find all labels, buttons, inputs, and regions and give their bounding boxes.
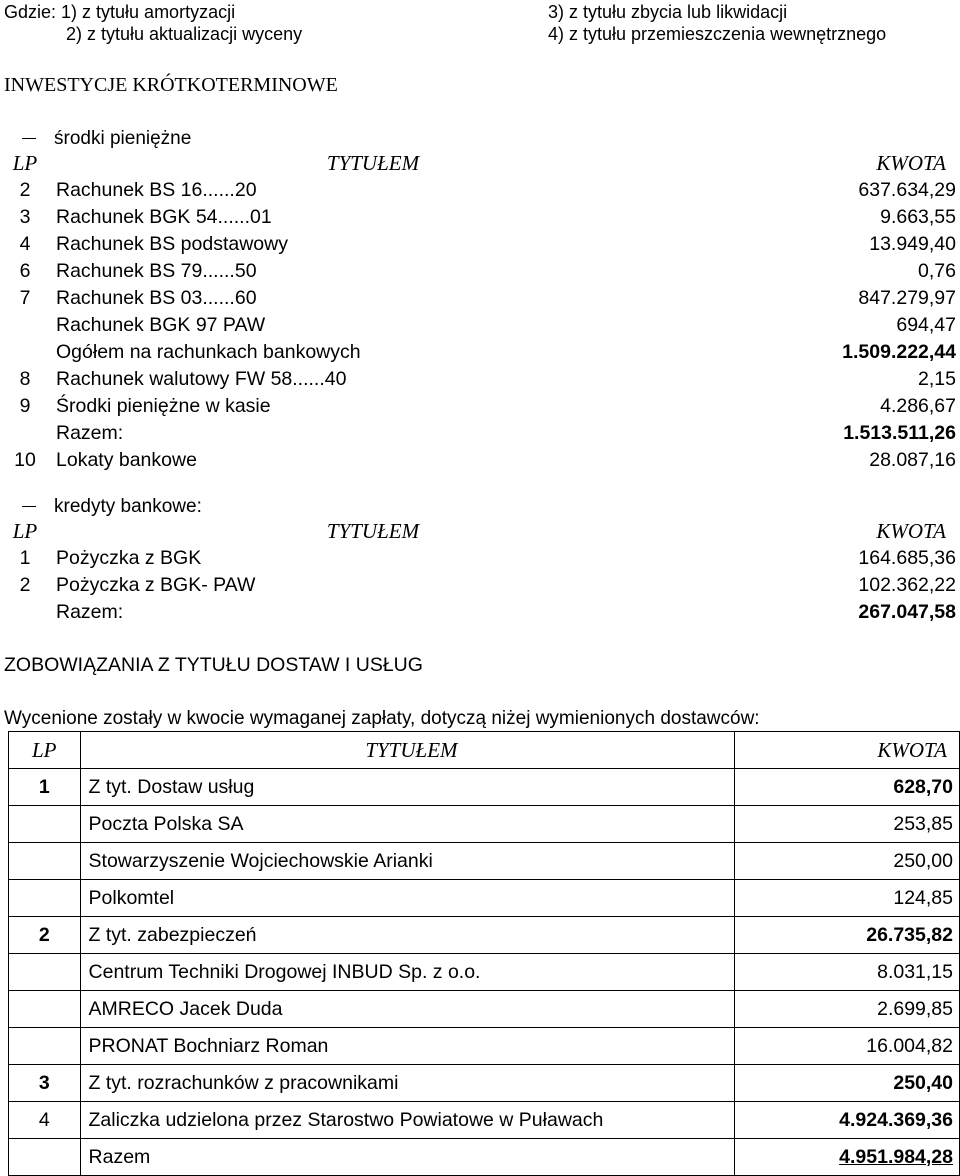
row-title: Razem:: [56, 601, 124, 623]
cash-table: [0, 150, 958, 474]
table-row: [9, 769, 960, 806]
table-row: [0, 599, 958, 626]
row-title: Rachunek BS 79......50: [56, 260, 257, 282]
row-lp: 6: [19, 260, 31, 282]
row-lp: 2: [19, 574, 31, 596]
row-amount: 9.663,55: [880, 206, 956, 228]
table-row: [0, 572, 958, 599]
row-amount-total: 1.513.511,26: [843, 422, 956, 444]
row-amount-subtotal: 628,70: [735, 769, 960, 806]
header-title: TYTUŁEM: [80, 732, 735, 769]
section-heading-liabilities: ZOBOWIĄZANIA Z TYTUŁU DOSTAW I USŁUG: [4, 654, 423, 676]
section-heading-investments: INWESTYCJE KRÓTKOTERMINOWE: [4, 74, 338, 96]
row-lp: [9, 880, 81, 917]
row-title: Pożyczka z BGK: [56, 547, 202, 569]
row-title: Zaliczka udzielona przez Starostwo Powiatowe w Puławach: [80, 1102, 735, 1139]
table-row: [0, 420, 958, 447]
loans-table: [0, 518, 958, 626]
row-lp: 10: [14, 449, 36, 471]
row-title: AMRECO Jacek Duda: [80, 991, 735, 1028]
table-row: [0, 285, 958, 312]
legend-line-1-right: 3) z tytułu zbycia lub likwidacji: [548, 2, 788, 22]
table-row: [9, 1028, 960, 1065]
header-lp: LP: [9, 732, 81, 769]
row-amount: 253,85: [735, 806, 960, 843]
liabilities-table: [8, 731, 960, 1176]
table-row: [0, 204, 958, 231]
table-row: [0, 393, 958, 420]
subheading-loans: [0, 496, 202, 518]
liabilities-note: Wycenione zostały w kwocie wymaganej zapłaty, dotyczą niżej wymienionych dostawców:: [4, 708, 760, 729]
row-title: Rachunek BS podstawowy: [56, 233, 288, 255]
row-lp: [9, 1139, 81, 1176]
row-lp: [0, 599, 50, 626]
table-row: [9, 991, 960, 1028]
row-amount: 2.699,85: [735, 991, 960, 1028]
row-amount-total: 1.509.222,44: [842, 341, 956, 363]
row-lp: 4: [9, 1102, 81, 1139]
loans-table-header: [0, 518, 958, 545]
row-title: Z tyt. Dostaw usług: [80, 769, 735, 806]
row-title: Stowarzyszenie Wojciechowskie Arianki: [80, 843, 735, 880]
legend-line-2-right: 4) z tytułu przemieszczenia wewnętrznego: [548, 24, 887, 44]
row-lp: 9: [19, 395, 31, 417]
row-lp: 1: [9, 769, 81, 806]
row-title: Razem: [80, 1139, 735, 1176]
row-amount: 8.031,15: [735, 954, 960, 991]
row-amount: 250,00: [735, 843, 960, 880]
row-lp: [9, 806, 81, 843]
table-row: [0, 545, 958, 572]
subheading-cash-label: środki pieniężne: [54, 128, 192, 149]
row-lp: [0, 312, 50, 339]
table-row: [0, 312, 958, 339]
cash-table-header: [0, 150, 958, 177]
row-lp: [9, 843, 81, 880]
table-row: [0, 258, 958, 285]
table-row: [0, 366, 958, 393]
table-row: [9, 880, 960, 917]
table-row: [9, 917, 960, 954]
table-row: [9, 1102, 960, 1139]
row-amount-total: 267.047,58: [858, 601, 956, 623]
table-row: [0, 339, 958, 366]
row-title: Razem:: [56, 422, 124, 444]
row-lp: [0, 420, 50, 447]
row-lp: 2: [9, 917, 81, 954]
row-amount: 694,47: [896, 314, 956, 336]
row-amount: 16.004,82: [735, 1028, 960, 1065]
header-title: TYTUŁEM: [326, 519, 420, 543]
row-amount: 2,15: [918, 368, 956, 390]
row-amount: 102.362,22: [858, 574, 956, 596]
table-row: [9, 1065, 960, 1102]
header-amount: KWOTA: [735, 732, 960, 769]
row-title: Pożyczka z BGK- PAW: [56, 574, 256, 596]
row-amount: 13.949,40: [869, 233, 956, 255]
row-amount-grand-total: 4.951.984,28: [735, 1139, 960, 1176]
row-title: Rachunek BGK 54......01: [56, 206, 272, 228]
table-row: [9, 1139, 960, 1176]
row-amount-subtotal: 4.924.369,36: [735, 1102, 960, 1139]
subheading-loans-label: kredyty bankowe:: [54, 496, 202, 517]
table-row: [9, 843, 960, 880]
row-amount: 847.279,97: [858, 287, 956, 309]
row-lp: 3: [19, 206, 31, 228]
legend-line-1-left: Gdzie: 1) z tytułu amortyzacji: [4, 2, 236, 22]
row-title: Poczta Polska SA: [80, 806, 735, 843]
row-lp: 3: [9, 1065, 81, 1102]
row-amount: 164.685,36: [858, 547, 956, 569]
row-title: Z tyt. rozrachunków z pracownikami: [80, 1065, 735, 1102]
row-lp: 1: [19, 547, 31, 569]
row-title: Lokaty bankowe: [56, 449, 197, 471]
row-lp: [9, 1028, 81, 1065]
row-title: Środki pieniężne w kasie: [56, 395, 271, 417]
row-amount: 637.634,29: [858, 179, 956, 201]
legend-line-2-left: 2) z tytułu aktualizacji wyceny: [66, 24, 303, 44]
row-amount: 4.286,67: [880, 395, 956, 417]
dash-bullet-icon: [22, 138, 36, 139]
table-row: [9, 806, 960, 843]
row-title: Z tyt. zabezpieczeń: [80, 917, 735, 954]
row-lp: [9, 991, 81, 1028]
header-lp: LP: [12, 519, 38, 543]
row-amount-subtotal: 26.735,82: [735, 917, 960, 954]
row-lp: 7: [19, 287, 31, 309]
row-amount: 0,76: [918, 260, 956, 282]
row-amount: 28.087,16: [869, 449, 956, 471]
row-lp: 2: [19, 179, 31, 201]
row-amount-subtotal: 250,40: [735, 1065, 960, 1102]
row-amount: 124,85: [735, 880, 960, 917]
subheading-cash: [0, 128, 191, 150]
header-lp: LP: [12, 151, 38, 175]
row-title: Rachunek walutowy FW 58......40: [56, 368, 347, 390]
row-title: PRONAT Bochniarz Roman: [80, 1028, 735, 1065]
row-title: Polkomtel: [80, 880, 735, 917]
row-lp: 8: [19, 368, 31, 390]
row-lp: 4: [19, 233, 31, 255]
table-row: [0, 177, 958, 204]
header-amount: KWOTA: [876, 519, 946, 543]
row-title: Centrum Techniki Drogowej INBUD Sp. z o.o.: [80, 954, 735, 991]
table-row: [0, 447, 958, 474]
header-title: TYTUŁEM: [326, 151, 420, 175]
dash-bullet-icon: [22, 506, 36, 507]
row-title: Rachunek BS 03......60: [56, 287, 257, 309]
table-row: [0, 231, 958, 258]
liabilities-table-header: [9, 732, 960, 769]
header-amount: KWOTA: [876, 151, 946, 175]
row-lp: [9, 954, 81, 991]
row-title: Rachunek BGK 97 PAW: [56, 314, 266, 336]
row-title: Ogółem na rachunkach bankowych: [56, 341, 361, 363]
table-row: [9, 954, 960, 991]
row-lp: [0, 339, 50, 366]
row-title: Rachunek BS 16......20: [56, 179, 257, 201]
